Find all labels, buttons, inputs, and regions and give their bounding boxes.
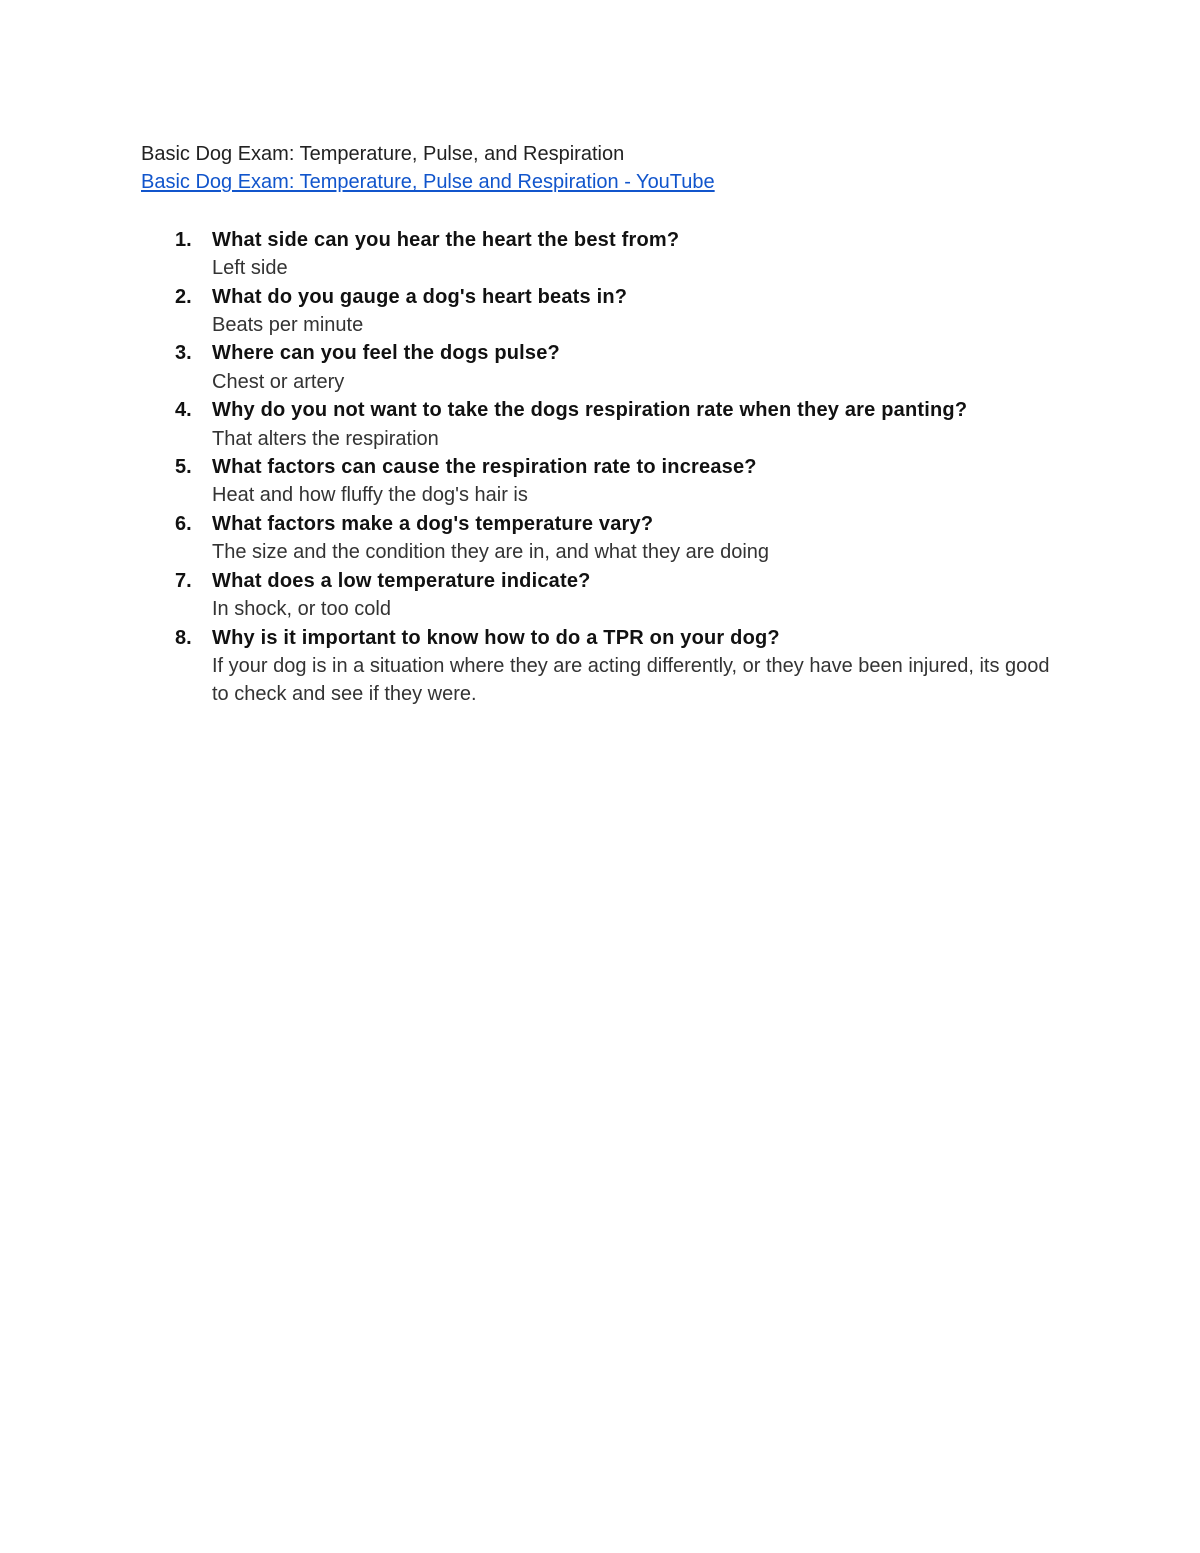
list-item xyxy=(141,567,1061,624)
question-number: 1. xyxy=(175,228,192,251)
question-number: 8. xyxy=(175,626,192,649)
question-number: 2. xyxy=(175,285,192,308)
answer-text: In shock, or too cold xyxy=(212,598,391,621)
question-text: What does a low temperature indicate? xyxy=(212,569,591,592)
document-title: Basic Dog Exam: Temperature, Pulse, and Respiration xyxy=(141,143,625,165)
list-item xyxy=(141,453,1061,510)
answer-text: If your dog is in a situation where they are acting differently, or they have been injured, its good to check and see if they were. xyxy=(212,654,1050,706)
answer-text: The size and the condition they are in, and what they are doing xyxy=(212,541,770,564)
question-number: 4. xyxy=(175,399,192,422)
question-number: 6. xyxy=(175,512,192,535)
list-item xyxy=(141,624,1061,709)
question-number: 5. xyxy=(175,456,192,479)
question-text: Where can you feel the dogs pulse? xyxy=(212,342,560,365)
document-body xyxy=(141,140,1061,709)
list-item xyxy=(141,226,1061,283)
youtube-link[interactable]: Basic Dog Exam: Temperature, Pulse and Respiration - YouTube xyxy=(141,171,715,194)
answer-text: That alters the respiration xyxy=(212,427,439,450)
answer-text: Heat and how fluffy the dog's hair is xyxy=(212,484,528,507)
question-number: 7. xyxy=(175,569,192,592)
question-text: What factors can cause the respiration rate to increase? xyxy=(212,456,757,479)
answer-text: Chest or artery xyxy=(212,370,345,393)
list-item xyxy=(141,396,1061,453)
list-item xyxy=(141,510,1061,567)
list-item xyxy=(141,339,1061,396)
list-item xyxy=(141,283,1061,340)
answer-text: Beats per minute xyxy=(212,314,364,337)
question-list xyxy=(141,226,1061,709)
question-text: Why do you not want to take the dogs respiration rate when they are panting? xyxy=(212,399,968,422)
question-text: What factors make a dog's temperature vary? xyxy=(212,512,654,535)
question-text: What side can you hear the heart the best from? xyxy=(212,228,680,251)
question-number: 3. xyxy=(175,342,192,365)
answer-text: Left side xyxy=(212,257,288,280)
question-text: Why is it important to know how to do a TPR on your dog? xyxy=(212,626,780,649)
question-text: What do you gauge a dog's heart beats in? xyxy=(212,285,628,308)
